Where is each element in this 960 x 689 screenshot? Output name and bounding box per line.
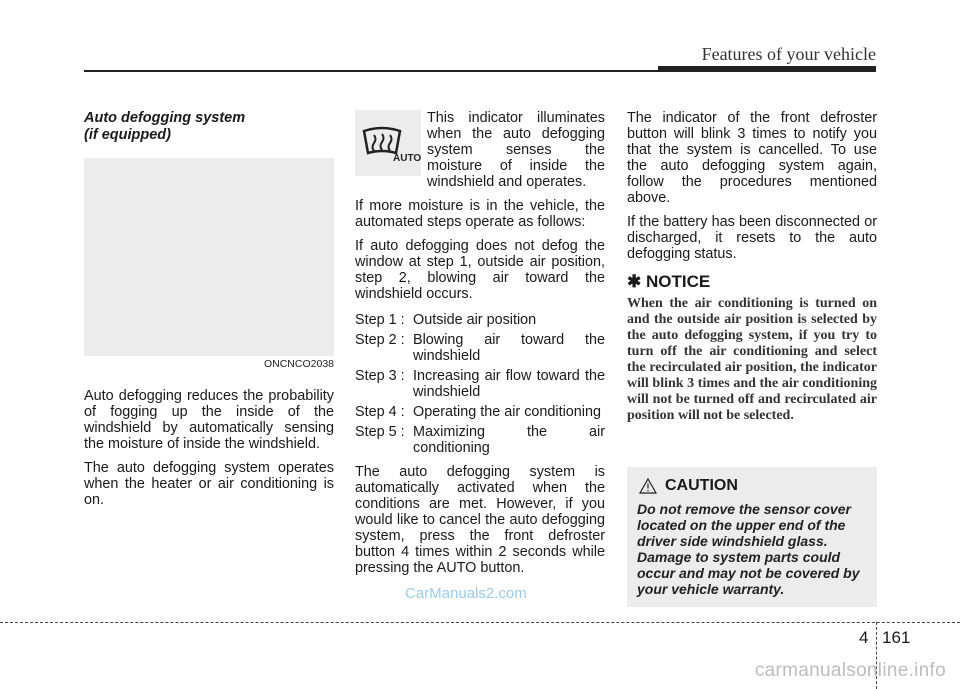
warning-triangle-icon [639, 478, 657, 494]
paragraph: If the battery has been disconnected or discharged, it resets to the auto defogging status. [627, 214, 877, 262]
indicator-description: This indicator illuminates when the auto defogging system senses the moisture of inside the windshield and operates. [427, 110, 605, 190]
column-left [84, 110, 334, 516]
footer-site-link[interactable]: carmanualsonline.info [754, 660, 946, 681]
page-number: 161 [882, 628, 911, 647]
step-item: Step 3 : Increasing air flow toward the windshield [355, 368, 605, 400]
step-item: Step 4 : Operating the air conditioning [355, 404, 601, 420]
caution-body: Do not remove the sensor cover located on the upper end of the driver side windshield glass. Damage to system parts could occur and may not be covered by your vehicle warranty. [637, 501, 860, 597]
indicator-block [355, 110, 605, 190]
footer-rule [0, 622, 960, 623]
running-header-title: Features of your vehicle [701, 44, 876, 64]
figure-code: ONCNCO2038 [263, 358, 334, 370]
header-rule [84, 70, 658, 72]
paragraph: The auto defogging system operates when the heater or air conditioning is on. [84, 460, 334, 508]
paragraph: The auto defogging system is automatically activated when the conditions are met. However, if you would like to cancel the auto defogging system, press the front defroster button 4 times within 2 seconds while pressing the AUTO button. [355, 464, 605, 576]
step-item: Step 5 : Maximizing the air conditioning [355, 424, 605, 456]
paragraph: Auto defogging reduces the probability of fogging up the inside of the windshield by automatically sensing the moisture of inside the windshield. [84, 388, 334, 452]
paragraph: If more moisture is in the vehicle, the automated steps operate as follows: [355, 198, 605, 230]
steps-list [355, 312, 605, 456]
column-middle [355, 110, 605, 584]
defrost-icon [358, 123, 422, 164]
watermark-link[interactable]: CarManuals2.com [405, 585, 527, 602]
paragraph: The indicator of the front defroster button will blink 3 times to notify you that the system is cancelled. To use the auto defogging system again, follow the procedures mentioned above. [627, 110, 877, 206]
section-title: Auto defogging system (if equipped) [84, 110, 246, 143]
paragraph: If auto defogging does not defog the window at step 1, outside air position, step 2, blowing air toward the windshield occurs. [355, 238, 605, 302]
header-rule-accent [658, 66, 876, 72]
auto-defog-indicator-icon [355, 110, 421, 176]
step-item: Step 2 : Blowing air toward the windshield [355, 332, 605, 364]
step-item: Step 1 : Outside air position [355, 312, 537, 328]
caution-box [627, 467, 877, 607]
notice-star-icon: ✱ [627, 272, 642, 291]
svg-text:AUTO: AUTO [393, 153, 422, 164]
caution-heading: CAUTION [639, 477, 738, 495]
chapter-number: 4 [859, 628, 869, 647]
figure-placeholder [84, 158, 334, 370]
notice-heading: ✱ NOTICE [627, 272, 711, 291]
notice-body: When the air conditioning is turned on and the outside air position is selected by the auto defogging system, if you try to turn off the air conditioning and select the recirculated air position, the indicator will blink 3 times and the air conditioning will not be turned off and recirculated air position will not be selected. [627, 296, 877, 423]
column-right [627, 110, 877, 424]
